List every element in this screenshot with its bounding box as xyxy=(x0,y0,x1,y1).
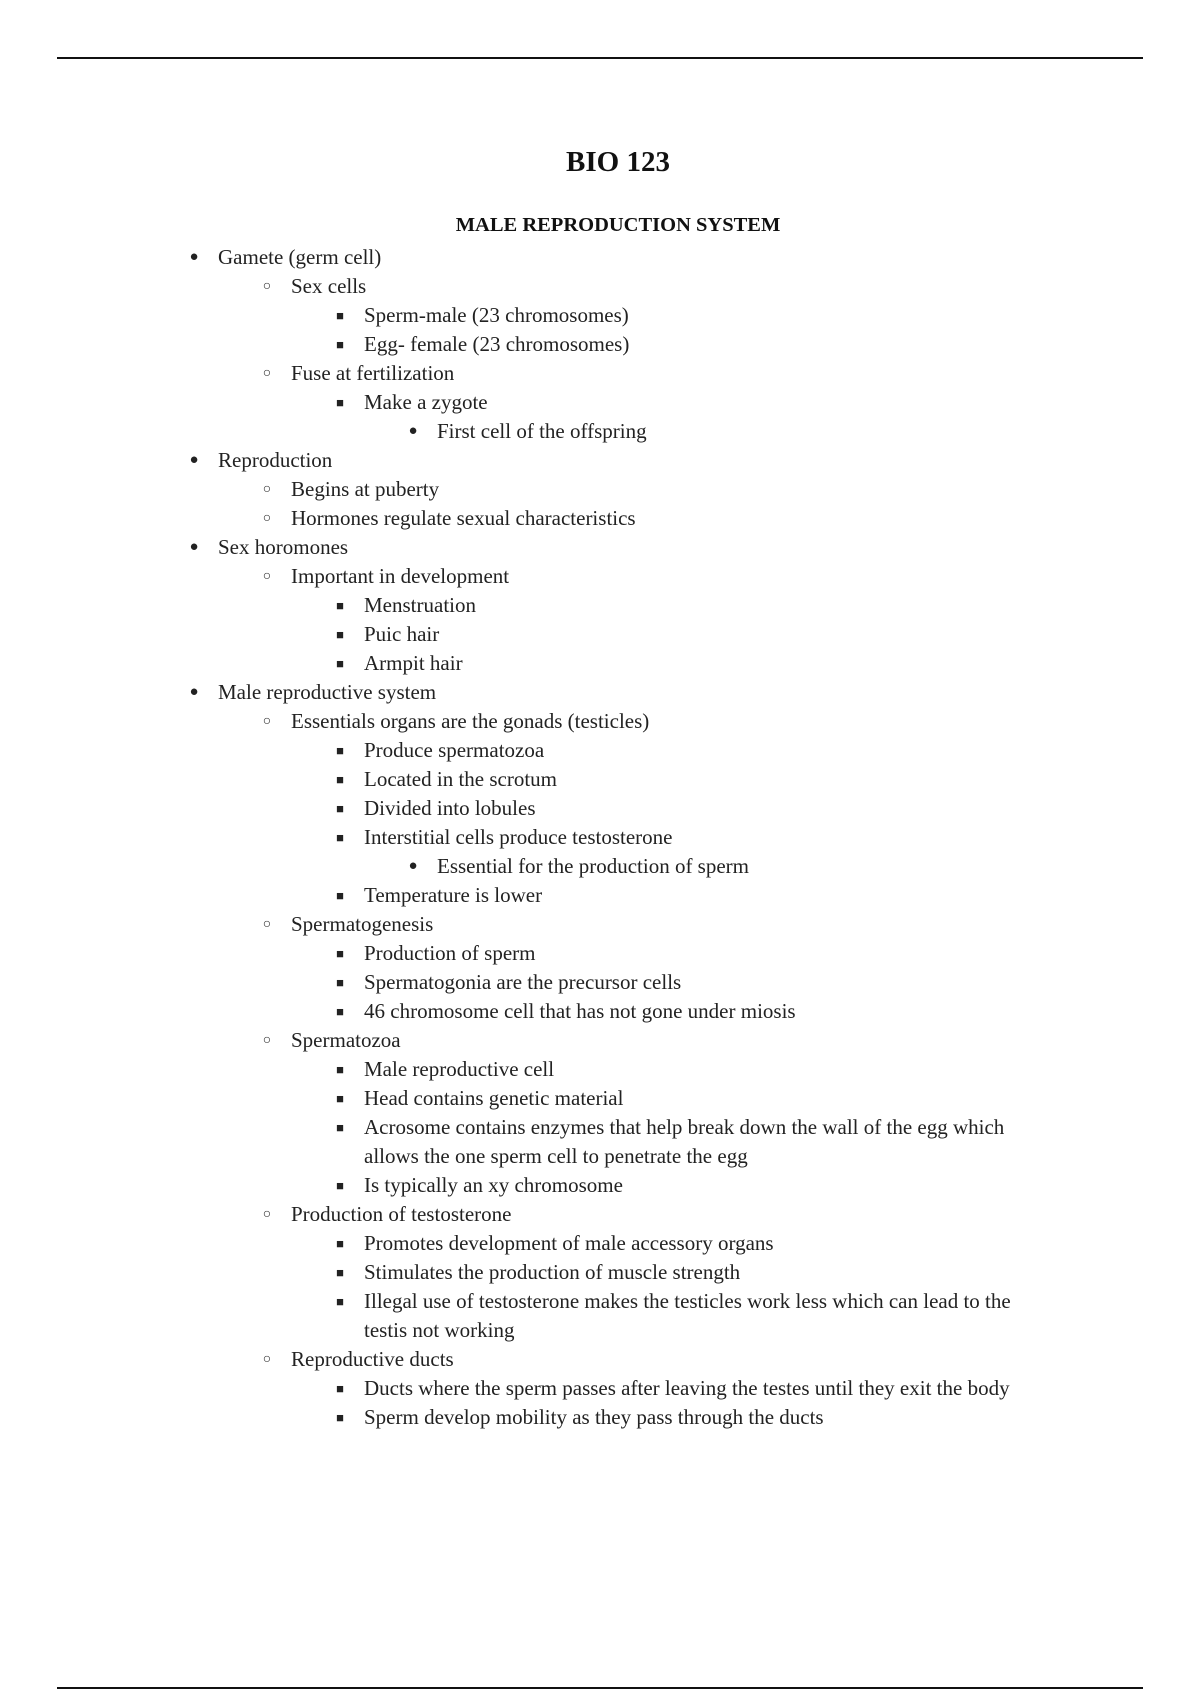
list-item xyxy=(336,736,545,765)
list-item xyxy=(262,910,434,939)
list-item-text: Stimulates the production of muscle strength xyxy=(364,1260,741,1284)
list-item-text: Head contains genetic material xyxy=(364,1086,624,1110)
bullet-circle-icon: ○ xyxy=(262,511,272,526)
list-item-continuation: allows the one sperm cell to penetrate the egg xyxy=(364,1144,748,1168)
document-subtitle: MALE REPRODUCTION SYSTEM xyxy=(455,214,781,236)
list-item-text: Production of sperm xyxy=(364,941,536,965)
list-item xyxy=(336,1403,824,1432)
bullet-square-icon: ■ xyxy=(336,1236,344,1251)
list-item-text: Begins at puberty xyxy=(291,477,440,501)
list-item-text: Promotes development of male accessory organs xyxy=(364,1231,774,1255)
list-item xyxy=(408,852,750,881)
list-item-continuation: testis not working xyxy=(364,1318,515,1342)
list-item-text: Important in development xyxy=(291,564,510,588)
bullet-square-icon: ■ xyxy=(336,888,344,903)
list-item xyxy=(336,997,796,1026)
bullet-square-icon: ■ xyxy=(336,946,344,961)
list-item xyxy=(189,678,437,707)
bullet-circle-icon: ○ xyxy=(262,366,272,381)
bullet-circle-icon: ○ xyxy=(262,1033,272,1048)
bullet-square-icon: ■ xyxy=(336,1120,344,1135)
list-item xyxy=(336,388,488,417)
bullet-dot-icon: ● xyxy=(189,249,199,265)
bullet-square-icon: ■ xyxy=(336,1178,344,1193)
bullet-square-icon: ■ xyxy=(336,1381,344,1396)
list-item xyxy=(262,475,440,504)
list-item-text: Sperm-male (23 chromosomes) xyxy=(364,303,629,327)
list-item xyxy=(336,881,543,910)
list-item xyxy=(336,1229,774,1258)
bullet-circle-icon: ○ xyxy=(262,714,272,729)
list-item xyxy=(262,272,367,301)
list-item xyxy=(262,1200,512,1229)
list-item xyxy=(262,562,510,591)
bullet-square-icon: ■ xyxy=(336,1265,344,1280)
list-item-text: Sex cells xyxy=(291,274,367,298)
list-item-text: Sperm develop mobility as they pass through the ducts xyxy=(364,1405,824,1429)
list-item-text: Make a zygote xyxy=(364,390,488,414)
bullet-dot-icon: ● xyxy=(408,858,418,874)
bullet-circle-icon: ○ xyxy=(262,569,272,584)
list-item xyxy=(336,765,558,794)
bullet-square-icon: ■ xyxy=(336,1091,344,1106)
bullet-dot-icon: ● xyxy=(189,539,199,555)
list-item-text: Spermatozoa xyxy=(291,1028,401,1052)
list-item-text: Fuse at fertilization xyxy=(291,361,455,385)
list-item-text: Interstitial cells produce testosterone xyxy=(364,825,673,849)
list-item-text: Temperature is lower xyxy=(364,883,543,907)
list-item xyxy=(189,446,333,475)
list-item xyxy=(336,301,629,330)
bullet-square-icon: ■ xyxy=(336,1062,344,1077)
list-item-text: Egg- female (23 chromosomes) xyxy=(364,332,630,356)
document-title: BIO 123 xyxy=(566,146,670,178)
list-item-text: 46 chromosome cell that has not gone under miosis xyxy=(364,999,796,1023)
bullet-circle-icon: ○ xyxy=(262,1207,272,1222)
list-item-text: Reproductive ducts xyxy=(291,1347,454,1371)
bullet-square-icon: ■ xyxy=(336,1294,344,1309)
list-item-text: Spermatogenesis xyxy=(291,912,434,936)
list-item-text: Is typically an xy chromosome xyxy=(364,1173,623,1197)
list-item-text: Divided into lobules xyxy=(364,796,536,820)
list-item-text: Production of testosterone xyxy=(291,1202,512,1226)
bullet-square-icon: ■ xyxy=(336,656,344,671)
bullet-square-icon: ■ xyxy=(336,801,344,816)
list-item-text: Located in the scrotum xyxy=(364,767,558,791)
list-item-text: Spermatogonia are the precursor cells xyxy=(364,970,682,994)
list-item xyxy=(336,1113,1005,1142)
list-item xyxy=(262,1345,454,1374)
list-item xyxy=(336,591,476,620)
list-item-text: First cell of the offspring xyxy=(437,419,647,443)
bullet-dot-icon: ● xyxy=(189,452,199,468)
list-item-text: Gamete (germ cell) xyxy=(218,245,382,269)
list-item-text: Acrosome contains enzymes that help break down the wall of the egg which xyxy=(364,1115,1005,1139)
bullet-circle-icon: ○ xyxy=(262,279,272,294)
bullet-circle-icon: ○ xyxy=(262,482,272,497)
bullet-square-icon: ■ xyxy=(336,395,344,410)
list-item-text: Menstruation xyxy=(364,593,476,617)
list-item-text: Essential for the production of sperm xyxy=(437,854,750,878)
list-item xyxy=(189,243,382,272)
list-item xyxy=(262,359,455,388)
list-item xyxy=(336,620,440,649)
list-item-text: Ducts where the sperm passes after leaving the testes until they exit the body xyxy=(364,1376,1010,1400)
bullet-square-icon: ■ xyxy=(336,337,344,352)
list-item xyxy=(336,823,673,852)
list-item xyxy=(336,1055,555,1084)
list-item-text: Male reproductive cell xyxy=(364,1057,555,1081)
list-item-text: Illegal use of testosterone makes the testicles work less which can lead to the xyxy=(364,1289,1011,1313)
bullet-circle-icon: ○ xyxy=(262,1352,272,1367)
list-item xyxy=(336,1084,624,1113)
bullet-dot-icon: ● xyxy=(189,684,199,700)
list-item-text: Puic hair xyxy=(364,622,440,646)
list-item xyxy=(336,1258,741,1287)
bottom-rule xyxy=(57,1687,1143,1689)
bullet-square-icon: ■ xyxy=(336,1410,344,1425)
list-item xyxy=(336,939,536,968)
bullet-square-icon: ■ xyxy=(336,1004,344,1019)
list-item-text: Armpit hair xyxy=(364,651,463,675)
list-item xyxy=(336,1374,1010,1403)
list-item-text: Produce spermatozoa xyxy=(364,738,545,762)
bullet-square-icon: ■ xyxy=(336,598,344,613)
list-item xyxy=(189,533,349,562)
bullet-square-icon: ■ xyxy=(336,830,344,845)
bullet-square-icon: ■ xyxy=(336,308,344,323)
list-item-text: Essentials organs are the gonads (testicles) xyxy=(291,709,650,733)
list-item xyxy=(262,707,650,736)
bullet-circle-icon: ○ xyxy=(262,917,272,932)
list-item-text: Hormones regulate sexual characteristics xyxy=(291,506,636,530)
bullet-square-icon: ■ xyxy=(336,975,344,990)
list-item xyxy=(262,1026,401,1055)
list-item xyxy=(336,649,463,678)
list-item xyxy=(408,417,647,446)
list-item xyxy=(262,504,636,533)
list-item xyxy=(336,794,536,823)
list-item xyxy=(336,330,630,359)
bullet-square-icon: ■ xyxy=(336,772,344,787)
list-item xyxy=(336,968,682,997)
bullet-square-icon: ■ xyxy=(336,743,344,758)
list-item-text: Male reproductive system xyxy=(218,680,437,704)
list-item-text: Reproduction xyxy=(218,448,333,472)
bullet-square-icon: ■ xyxy=(336,627,344,642)
list-item-text: Sex horomones xyxy=(218,535,349,559)
bullet-dot-icon: ● xyxy=(408,423,418,439)
list-item xyxy=(336,1287,1011,1316)
list-item xyxy=(336,1171,623,1200)
